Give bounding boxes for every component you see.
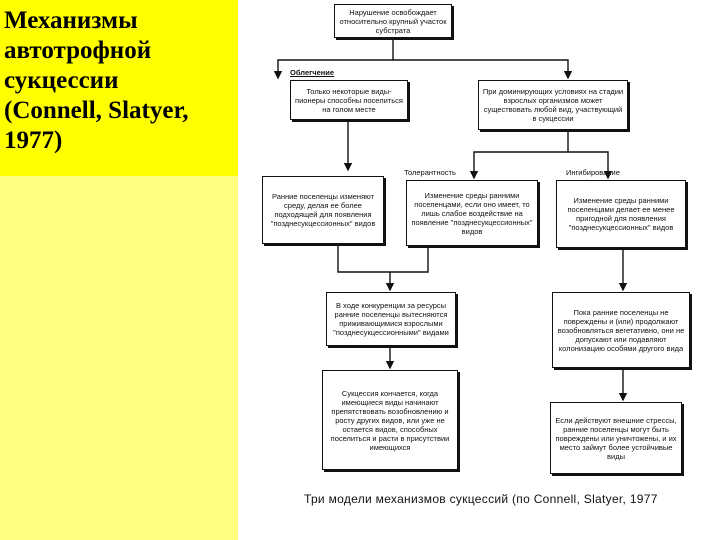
diagram-caption: Три модели механизмов сукцессий (по Connell, Slatyer, 1977 — [304, 492, 658, 506]
node-succession-end: Сукцессия кончается, когда имеющиеся виды начинают препятствовать возобновлению и росту других видов, или уже не остается видов, способных поселиться и расти в присутствии имеющихся — [322, 370, 458, 470]
arrow-tol-start-split — [474, 130, 568, 178]
node-disturbance: Нарушение освобождает относительно крупный участок субстрата — [334, 4, 452, 38]
slide-title: Механизмы автотрофной сукцессии (Connell, Slatyer, 1977) — [4, 7, 189, 154]
node-facilitation-start: Только некоторые виды-пионеры способны поселиться на голом месте — [290, 80, 408, 120]
node-stress-end: Если действуют внешние стрессы, ранние поселенцы могут быть повреждены или уничтожены, и их место займут более устойчивые виды — [550, 402, 682, 474]
arrow-tol-change-competition — [390, 245, 428, 272]
node-tolerance-start: При доминирующих условиях на стадии взрослых организмов может существовать любой вид, участвующий в сукцессии — [478, 80, 628, 130]
node-inhibition-persist: Пока ранние поселенцы не повреждены и (или) продолжают возобновляться вегетативно, они не допускают или подавляют колонизацию особями другого вида — [552, 292, 690, 368]
node-inhibition-change: Изменение среды ранними поселенцами делает ее менее пригодной для появления "позднесукцессионных" видов — [556, 180, 686, 248]
node-tolerance-change: Изменение среды ранними поселенцами, если оно имеет, то лишь слабое воздействие на появление "позднесукцессионных" видов — [406, 180, 538, 246]
node-facilitation-change: Ранние поселенцы изменяют среду, делая ее более подходящей для появления "позднесукцессионных" видов — [262, 176, 384, 244]
node-competition: В ходе конкуренции за ресурсы ранние поселенцы вытесняются приживающимися взрослыми "позднесукцессионными" видами — [326, 292, 456, 346]
label-tolerance: Толерантность — [404, 168, 456, 177]
label-facilitation: Облегчение — [290, 68, 335, 77]
slide-title-panel — [0, 0, 242, 176]
diagram-scan — [238, 0, 720, 540]
arrow-disturbance-tolerance — [393, 60, 568, 78]
label-inhibition: Ингибирование — [566, 168, 620, 177]
arrow-facil-change-competition — [338, 245, 390, 290]
